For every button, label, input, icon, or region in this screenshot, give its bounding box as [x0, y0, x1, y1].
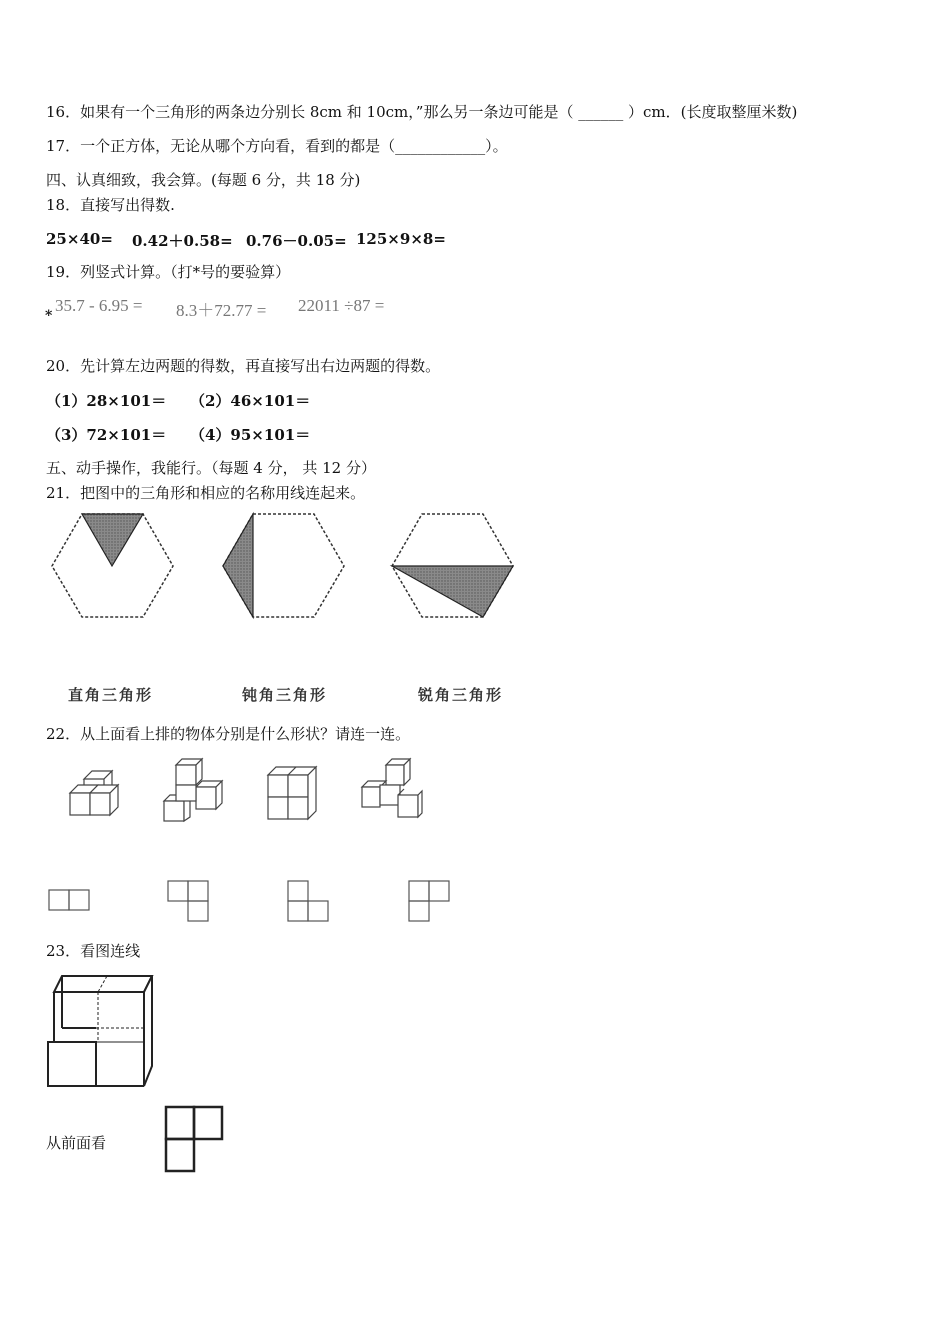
q18-item-1: 25×40=: [46, 230, 113, 248]
q23-solid-figure: [40, 970, 240, 1100]
q18-item-2: 0.42＋0.58=: [132, 232, 233, 250]
q18-item-3: 0.76－0.05=: [246, 232, 347, 250]
hexagon-obtuse-triangle: [392, 514, 513, 617]
q21-label-obtuse: 钝角三角形: [242, 686, 328, 704]
question-18-title: 18．直接写出得数.: [46, 196, 175, 214]
cube-stack-1: [70, 771, 118, 815]
q22-cube-figures: [0, 755, 950, 935]
q20-item-1: （1）28×101＝: [46, 392, 167, 410]
top-view-2: [168, 881, 208, 921]
hexagon-acute-triangle: [223, 514, 344, 617]
q19-item-1: 35.7 - 6.95 =: [55, 296, 143, 315]
question-22-title: 22．从上面看上排的物体分别是什么形状？请连一连。: [46, 725, 411, 743]
cube-stack-2: [164, 759, 222, 821]
cube-stack-3: [268, 767, 316, 819]
q20-item-4: （4）95×101＝: [190, 426, 311, 444]
q18-item-4: 125×9×8=: [356, 230, 446, 248]
question-16: 16．如果有一个三角形的两条边分别长 8cm 和 10cm，”那么另一条边可能是（ ______ ）cm．(长度取整厘米数): [46, 103, 798, 121]
q21-hexagon-figures: [0, 505, 950, 705]
question-21-title: 21．把图中的三角形和相应的名称用线连起来。: [46, 484, 366, 502]
q23-front-view-figure: [160, 1103, 240, 1183]
q21-label-acute: 锐角三角形: [418, 686, 504, 704]
top-view-1: [49, 890, 89, 910]
top-view-3: [288, 881, 328, 921]
hexagon-right-triangle: [52, 514, 173, 617]
section-5-heading: 五、动手操作，我能行。（每题 4 分， 共 12 分）: [46, 459, 376, 477]
q23-label-front-view: 从前面看: [46, 1134, 107, 1152]
question-20-title: 20．先计算左边两题的得数，再直接写出右边两题的得数。: [46, 357, 441, 375]
q19-item-2: 8.3＋72.77 =: [176, 301, 267, 320]
q21-label-right: 直角三角形: [68, 686, 154, 704]
question-23-title: 23．看图连线: [46, 942, 141, 960]
q20-item-2: （2）46×101＝: [190, 392, 311, 410]
question-19-title: 19．列竖式计算。（打*号的要验算）: [46, 263, 291, 281]
q19-star: *: [45, 308, 53, 324]
q20-item-3: （3）72×101＝: [46, 426, 167, 444]
q19-item-3: 22011 ÷87 =: [298, 296, 385, 315]
cube-stack-4: [362, 759, 422, 817]
section-4-heading: 四、认真细致，我会算。(每题 6 分，共 18 分): [46, 171, 361, 189]
top-view-4: [409, 881, 449, 921]
question-17: 17．一个正方体，无论从哪个方向看，看到的都是（____________）。: [46, 137, 508, 155]
